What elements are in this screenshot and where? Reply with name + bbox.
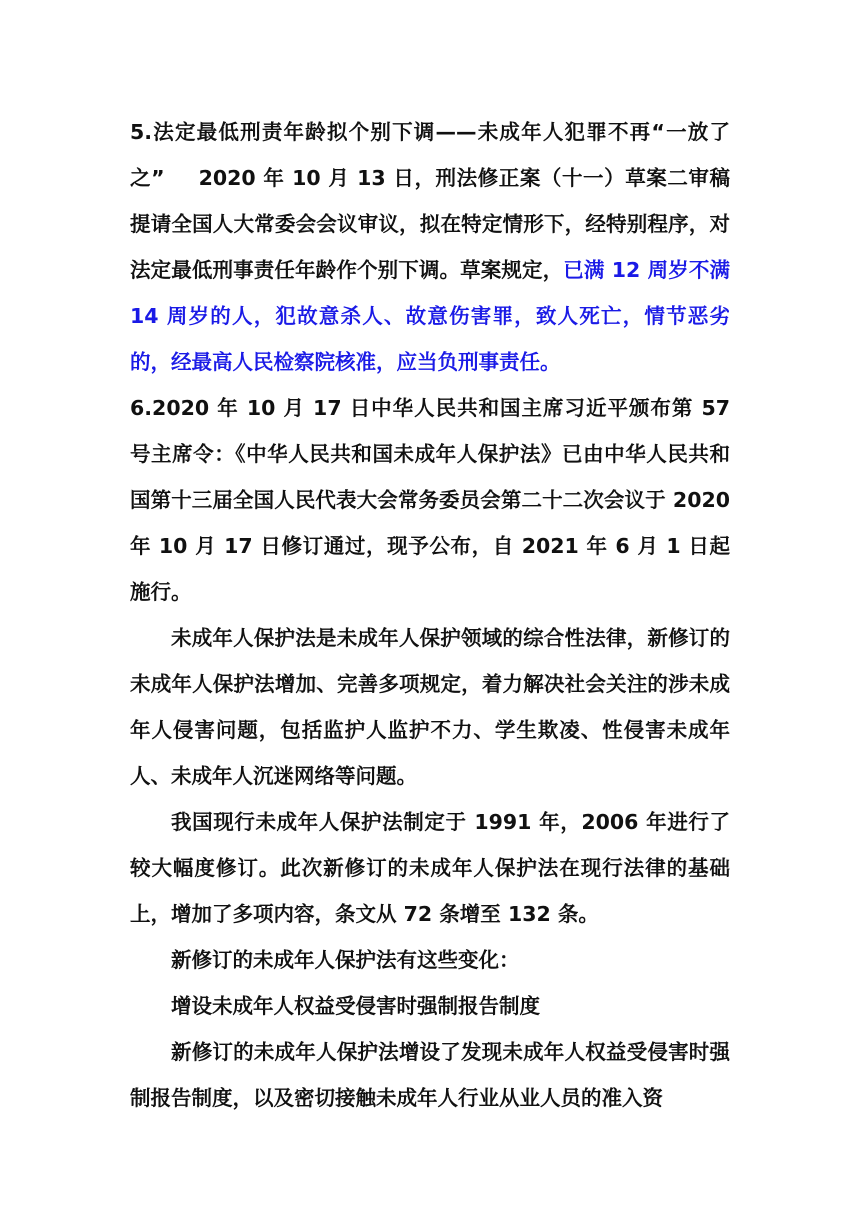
item-5-body: 2020 年 10 月 13 日，刑法修正案（十一）草案二审稿提请全国人大常委会会议审议，拟在特定情形下，经特别程序，对法定最低刑事责任年龄作个别下调。草案规定， (130, 166, 731, 282)
item-5-heading: 5.法定最低刑责年龄拟个别下调——未成年人犯罪不再“一放了之” (130, 120, 730, 190)
item-5-highlight: 已满 12 周岁不满 14 周岁的人，犯故意杀人、故意伤害罪，致人死亡，情节恶劣的，经最高人民检察院核准，应当负刑事责任。 (130, 258, 730, 374)
subheading-mandatory-reporting: 增设未成年人权益受侵害时强制报告制度 (171, 994, 540, 1018)
paragraph-protection-law-overview: 未成年人保护法是未成年人保护领域的综合性法律，新修订的未成年人保护法增加、完善多项规定，着力解决社会关注的涉未成年人侵害问题，包括监护人监护不力、学生欺凌、性侵害未成年人、未成年人沉迷网络等问题。 (130, 626, 730, 788)
paragraph-law-history: 我国现行未成年人保护法制定于 1991 年，2006 年进行了较大幅度修订。此次新修订的未成年人保护法在现行法律的基础上，增加了多项内容，条文从 72 条增至 132 条。 (130, 810, 730, 926)
paragraph-changes-intro: 新修订的未成年人保护法有这些变化： (171, 948, 520, 972)
item-5-paragraph (130, 109, 730, 385)
paragraph-mandatory-reporting: 新修订的未成年人保护法增设了发现未成年人权益受侵害时强制报告制度，以及密切接触未成年人行业从业人员的准入资 (130, 1040, 730, 1110)
document-body (130, 109, 730, 1121)
item-6-paragraph: 6.2020 年 10 月 17 日中华人民共和国主席习近平颁布第 57 号主席令：《中华人民共和国未成年人保护法》已由中华人民共和国第十三届全国人民代表大会常务委员会第二十二次会议于 2020 年 10 月 17 日修订通过，现予公布，自 2021 年 6 月 1 日起施行。 (130, 396, 730, 604)
